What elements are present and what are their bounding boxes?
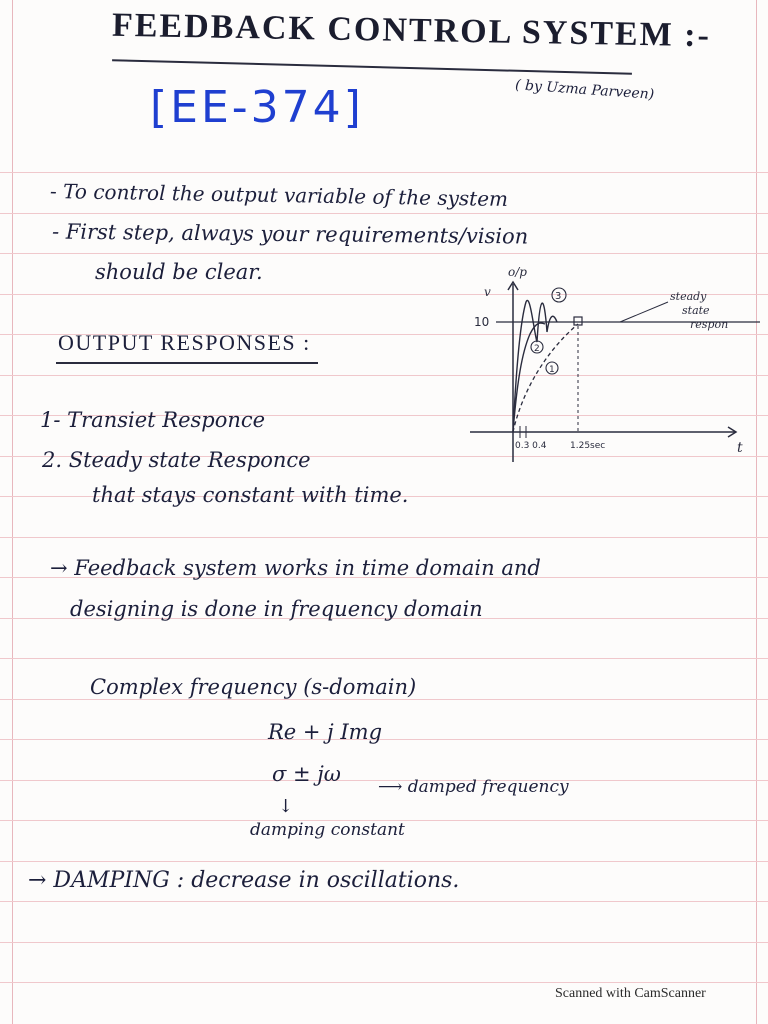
ruled-line (0, 658, 768, 659)
graph-y-axis-label: o/p (508, 265, 527, 279)
intro-line-1: - To control the output variable of the system (49, 179, 509, 211)
response-item-2: 2. Steady state Responce (42, 448, 311, 472)
point-line-1: → Feedback system works in time domain and (50, 556, 541, 580)
title-underline (112, 59, 632, 75)
scanner-watermark: Scanned with CamScanner (555, 986, 706, 1001)
graph-curve-3-label: 3 (555, 291, 562, 302)
point-line-2: designing is done in frequency domain (70, 597, 483, 621)
complex-frequency-heading: Complex frequency (s-domain) (90, 675, 417, 699)
damping-definition: → DAMPING : decrease in oscillations. (28, 868, 460, 893)
graph-settling-marker (574, 317, 582, 325)
graph-x-tick-label-1: 0.3 0.4 (515, 441, 547, 451)
graph-y-tick-10: 10 (474, 315, 490, 329)
right-margin-line (756, 0, 757, 1024)
ruled-line (0, 942, 768, 943)
damped-frequency-note: ⟶ damped frequency (378, 777, 569, 797)
equation-sigma-jw: σ ± jω (272, 762, 341, 786)
ruled-line (0, 253, 768, 254)
graph-curve-2-label: 2 (534, 344, 540, 354)
output-responses-heading: OUTPUT RESPONSES : (58, 330, 311, 355)
intro-line-3: should be clear. (95, 260, 263, 284)
course-code: [EE-374] (150, 82, 364, 133)
graph-annotation-pointer (620, 302, 668, 322)
ruled-line (0, 861, 768, 862)
ruled-line (0, 901, 768, 902)
ruled-line (0, 982, 768, 983)
graph-x-tick-label-2: 1.25sec (570, 441, 606, 451)
response-graph (460, 262, 760, 472)
output-responses-underline (56, 362, 318, 364)
ruled-line (0, 699, 768, 700)
equation-re-img: Re + j Img (268, 720, 383, 744)
graph-annotation-line-1: steady (670, 290, 707, 303)
ruled-line (0, 537, 768, 538)
graph-annotation-line-2: state (682, 304, 710, 317)
graph-curve-1 (513, 324, 578, 432)
graph-curve-1-label: 1 (549, 365, 555, 375)
response-item-1: 1- Transiet Responce (40, 408, 266, 432)
author-note: ( by Uzma Parveen) (514, 77, 655, 103)
left-margin-line (12, 0, 13, 1024)
damping-constant-note: damping constant (250, 820, 405, 840)
graph-annotation-line-3: respon (690, 318, 729, 331)
response-item-2-detail: that stays constant with time. (92, 483, 409, 507)
intro-line-2: - First step, always your requirements/vision (51, 219, 529, 249)
ruled-line (0, 739, 768, 740)
ruled-line (0, 213, 768, 214)
page-title: FEEDBACK CONTROL SYSTEM :- (111, 6, 712, 55)
graph-y-symbol: v (484, 285, 491, 299)
graph-x-symbol: t (737, 440, 743, 456)
ruled-line (0, 172, 768, 173)
down-arrow-icon: ↓ (278, 796, 294, 817)
